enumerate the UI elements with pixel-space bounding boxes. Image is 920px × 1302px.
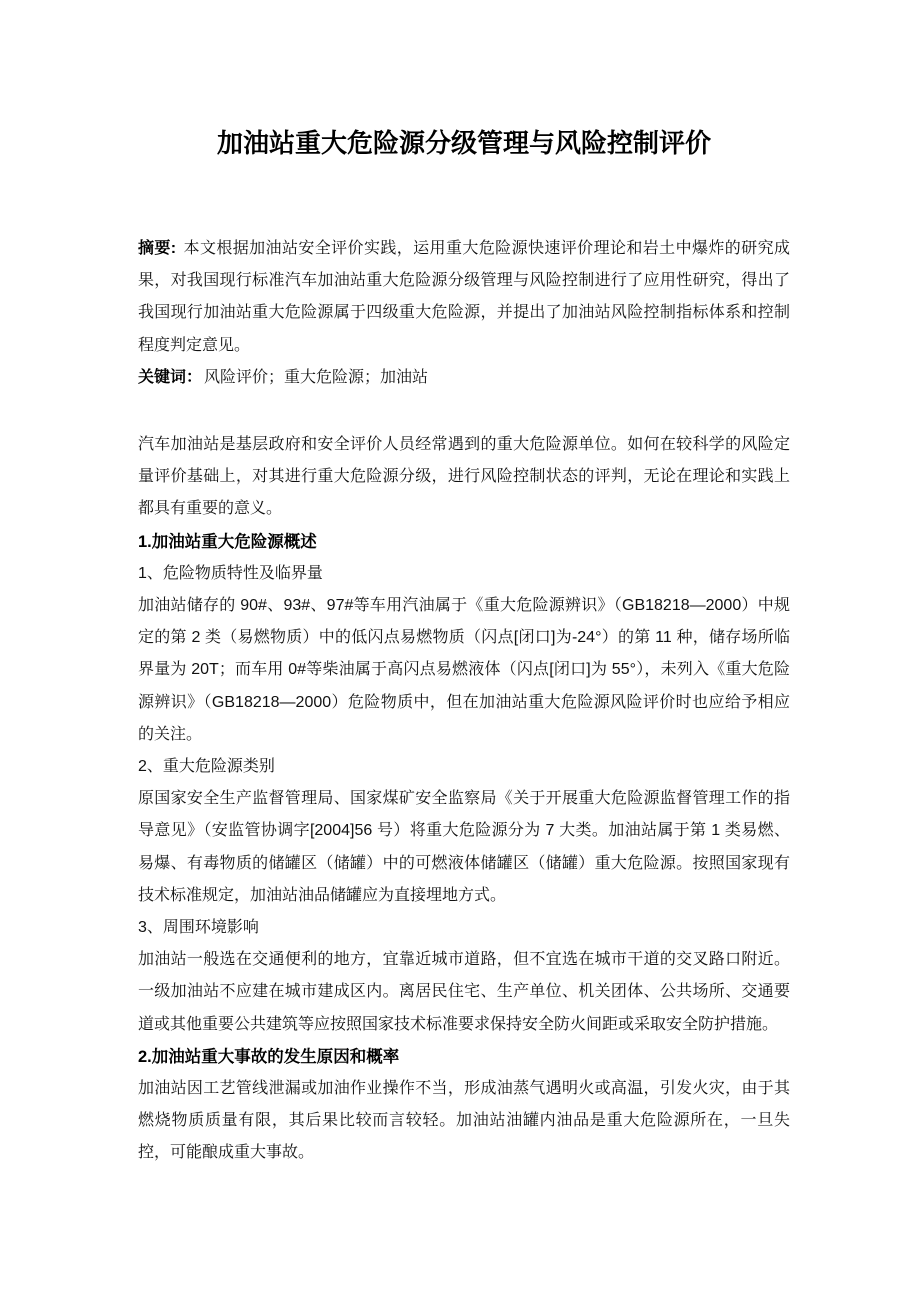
document-body: [138, 429, 790, 1170]
abstract-text: 本文根据加油站安全评价实践，运用重大危险源快速评价理论和岩土中爆炸的研究成果，对我国现行标准汽车加油站重大危险源分级管理与风险控制进行了应用性研究，得出了我国现行加油站重大危险源属于四级重大危险源，并提出了加油站风险控制指标体系和控制程度判定意见。: [138, 240, 790, 354]
body-paragraph: 加油站储存的 90#、93#、97#等车用汽油属于《重大危险源辨识》（GB18218—2000）中规定的第 2 类（易燃物质）中的低闪点易燃物质（闪点[闭口]为-24°）的第 11 种，储存场所临界量为 20T；而车用 0#等柴油属于高闪点易燃液体（闪点[闭口]为 55°），未列入《重大危险源辨识》（GB18218—2000）危险物质中，但在加油站重大危险源风险评价时也应给予相应的关注。: [138, 597, 790, 743]
section-heading: 1.加油站重大危险源概述: [138, 532, 317, 551]
body-paragraph: 1、危险物质特性及临界量: [138, 564, 323, 582]
body-paragraph: 3、周围环境影响: [138, 919, 259, 937]
abstract-label: 摘要:: [138, 240, 177, 257]
document-content: [138, 0, 790, 1170]
body-paragraph: 2、重大危险源类别: [138, 758, 275, 776]
body-paragraph: 原国家安全生产监督管理局、国家煤矿安全监察局《关于开展重大危险源监督管理工作的指导意见》（安监管协调字[2004]56 号）将重大危险源分为 7 大类。加油站属于第 1 类易燃、易爆、有毒物质的储罐区（储罐）中的可燃液体储罐区（储罐）重大危险源。按照国家现有技术标准规定，加油站油品储罐应为直接埋地方式。: [138, 790, 790, 904]
keywords-label: 关键词：: [138, 368, 203, 386]
body-paragraph: 加油站因工艺管线泄漏或加油作业操作不当，形成油蒸气遇明火或高温，引发火灾，由于其燃烧物质质量有限，其后果比较而言较轻。加油站油罐内油品是重大危险源所在，一旦失控，可能酿成重大事故。: [138, 1080, 790, 1162]
section-heading: 2.加油站重大事故的发生原因和概率: [138, 1047, 400, 1066]
body-paragraph: 加油站一般选在交通便利的地方，宜靠近城市道路，但不宜选在城市干道的交叉路口附近。一级加油站不应建在城市建成区内。离居民住宅、生产单位、机关团体、公共场所、交通要道或其他重要公共建筑等应按照国家技术标准要求保持安全防火间距或采取安全防护措施。: [138, 951, 790, 1033]
keywords-line: [138, 362, 790, 394]
abstract-paragraph: [138, 233, 790, 362]
keywords-text: 风险评价；重大危险源；加油站: [204, 368, 429, 386]
document-title: 加油站重大危险源分级管理与风险控制评价: [216, 128, 711, 158]
body-paragraph: 汽车加油站是基层政府和安全评价人员经常遇到的重大危险源单位。如何在较科学的风险定量评价基础上，对其进行重大危险源分级，进行风险控制状态的评判，无论在理论和实践上都具有重要的意义。: [138, 436, 790, 518]
